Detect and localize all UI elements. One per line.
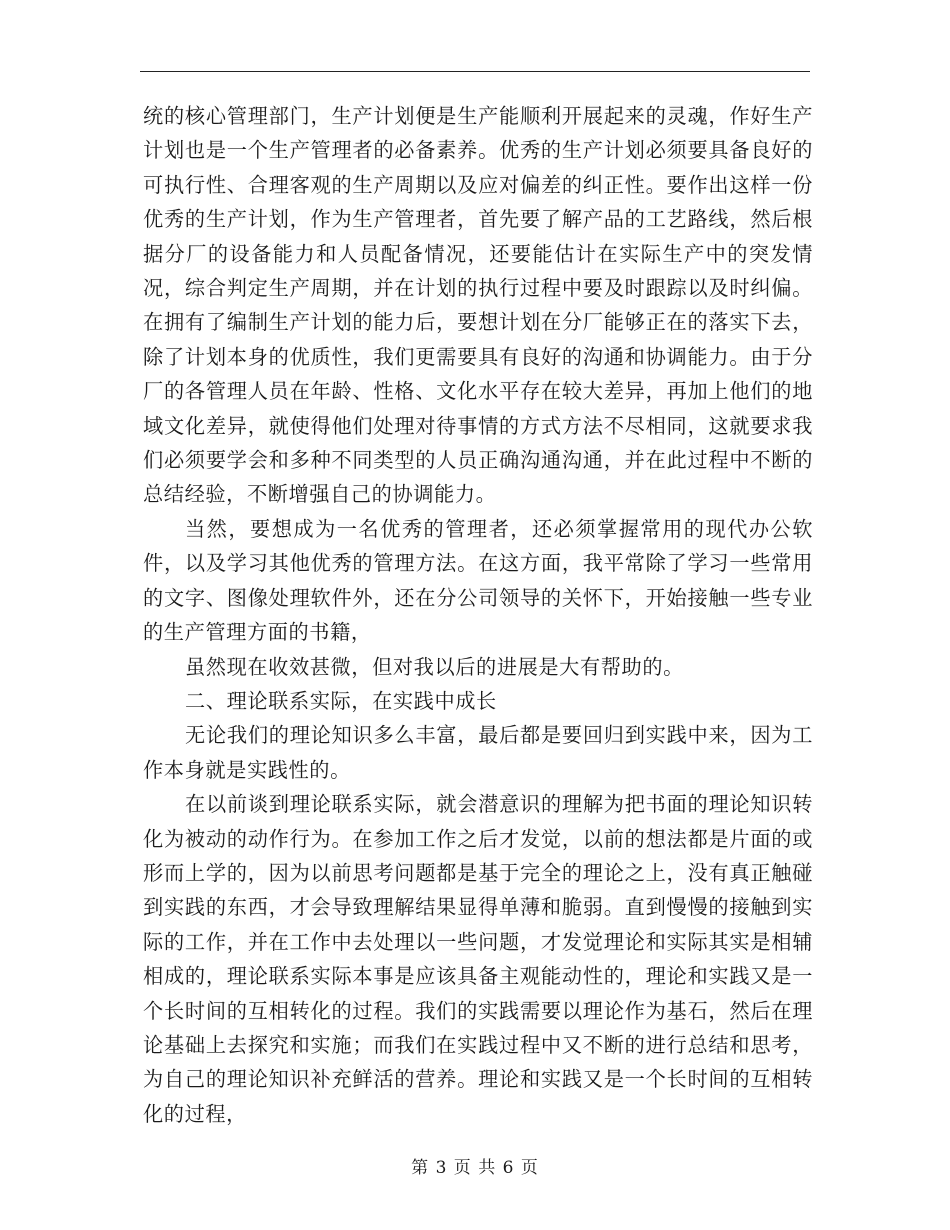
paragraph-office-software: 当然，要想成为一名优秀的管理者，还必须掌握常用的现代办公软件，以及学习其他优秀的管理方法。在这方面，我平常除了学习一些常用的文字、图像处理软件外，还在分公司领导的关怀下，开始接触一些专业的生产管理方面的书籍， [143,516,813,645]
header-rule [140,71,810,72]
paragraph-progress: 虽然现在收效甚微，但对我以后的进展是大有帮助的。 [185,654,684,679]
paragraph-theory-practice-body: 在以前谈到理论联系实际，就会潜意识的理解为把书面的理论知识转化为被动的动作行为。在参加工作之后才发觉，以前的想法都是片面的或形而上学的，因为以前思考问题都是基于完全的理论之上，没有真正触碰到实践的东西，才会导致理解结果显得单薄和脆弱。直到慢慢的接触到实际的工作，并在工作中去处理以一些问题，才发觉理论和实际其实是相辅相成的，理论联系实际本事是应该具备主观能动性的，理论和实践又是一个长时间的互相转化的过程。我们的实践需要以理论作为基石，然后在理论基础上去探究和实施；而我们在实践过程中又不断的进行总结和思考，为自己的理论知识补充鲜活的营养。理论和实践又是一个长时间的互相转化的过程， [143,792,813,1126]
paragraph-continuation: 统的核心管理部门，生产计划便是生产能顺利开展起来的灵魂，作好生产计划也是一个生产管理者的必备素养。优秀的生产计划必须要具备良好的可执行性、合理客观的生产周期以及应对偏差的纠正性。要作出这样一份优秀的生产计划，作为生产管理者，首先要了解产品的工艺路线，然后根据分厂的设备能力和人员配备情况，还要能估计在实际生产中的突发情况，综合判定生产周期，并在计划的执行过程中要及时跟踪以及时纠偏。在拥有了编制生产计划的能力后，要想计划在分厂能够正在的落实下去，除了计划本身的优质性，我们更需要具有良好的沟通和协调能力。由于分厂的各管理人员在年龄、性格、文化水平存在较大差异，再加上他们的地域文化差异，就使得他们处理对待事情的方式方法不尽相同，这就要求我们必须要学会和多种不同类型的人员正确沟通沟通，并在此过程中不断的总结经验，不断增强自己的协调能力。 [143,104,813,507]
document-body [143,99,813,1131]
section-heading: 二、理论联系实际，在实践中成长 [185,688,497,713]
paragraph-theory-practice-intro: 无论我们的理论知识多么丰富，最后都是要回归到实践中来，因为工作本身就是实践性的。 [143,723,813,782]
page-footer: 第 3 页 共 6 页 [411,1158,539,1178]
